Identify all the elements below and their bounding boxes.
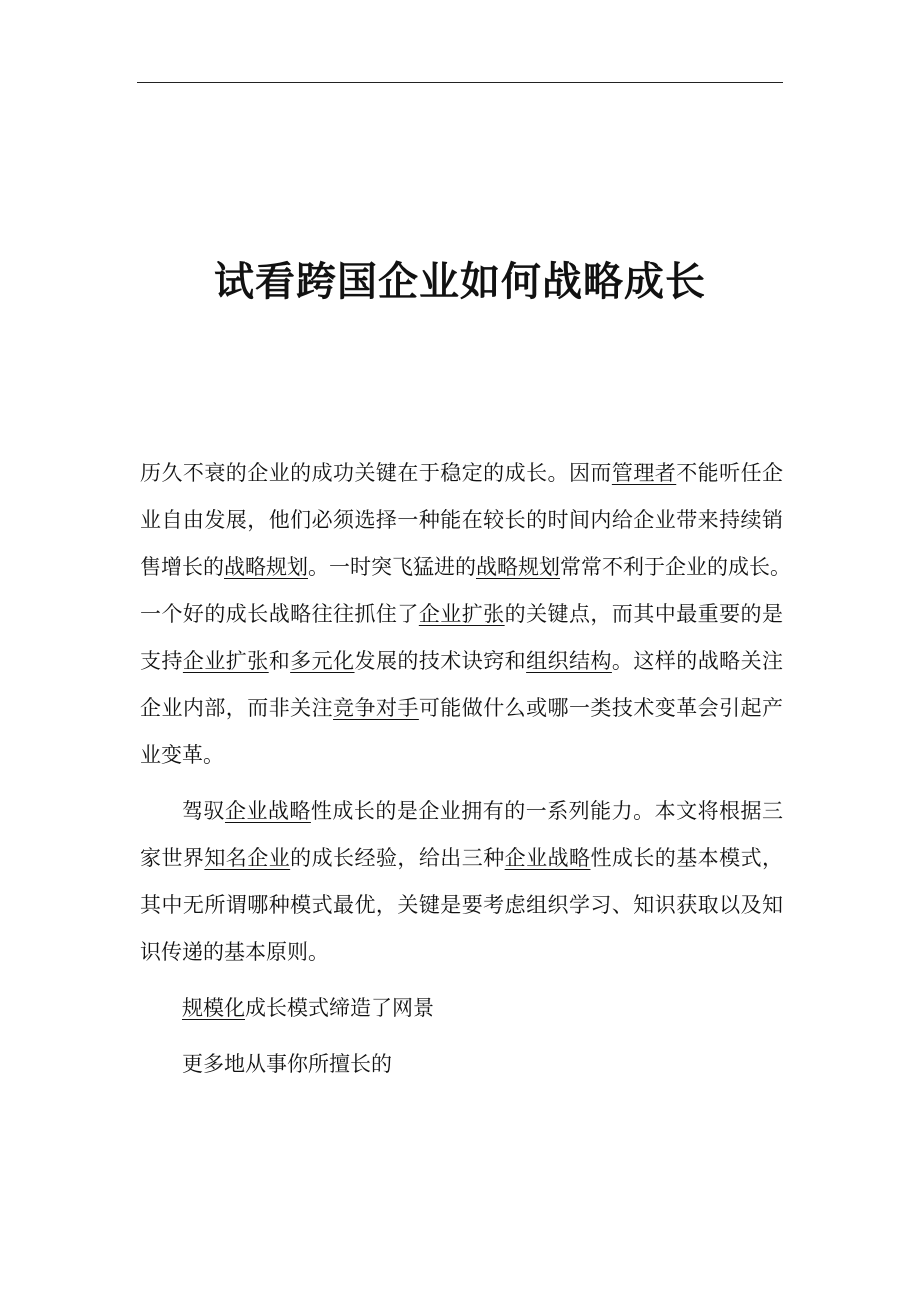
text-line — [140, 788, 783, 835]
keyword-link[interactable]: 企业战略 — [504, 846, 591, 870]
text-segment: 常常不利于企业的成长。 — [560, 555, 791, 579]
keyword-link[interactable]: 战略规划 — [476, 555, 560, 579]
text-line — [140, 497, 783, 544]
document-body — [140, 450, 791, 1088]
text-line — [140, 685, 783, 732]
text-segment: 发展的技术诀窍和 — [354, 649, 527, 673]
text-segment: 。一时突飞猛进的 — [308, 555, 476, 579]
text-segment: 和 — [268, 649, 291, 673]
keyword-link[interactable]: 战略规划 — [224, 555, 308, 579]
text-segment: 售增长的 — [140, 555, 224, 579]
text-segment: 企业内部，而非关注 — [140, 696, 334, 720]
keyword-link[interactable]: 企业扩张 — [418, 602, 505, 626]
keyword-link[interactable]: 规模化 — [182, 996, 245, 1020]
text-line — [140, 591, 783, 638]
text-segment: 其中无所谓哪种模式最优，关键是要考虑组织学习、知识获取以及知 — [140, 893, 783, 917]
paragraph — [140, 788, 783, 976]
text-segment: 业自由发展，他们必须选择一种能在较长的时间内给企业带来持续销 — [140, 508, 783, 532]
text-line — [140, 450, 783, 497]
document-title: 试看跨国企业如何战略成长 — [214, 258, 706, 305]
text-segment: 驾驭 — [182, 799, 225, 823]
text-line — [140, 732, 783, 779]
text-line — [140, 985, 783, 1032]
text-line — [140, 638, 783, 685]
text-segment: 的成长经验，给出三种 — [290, 846, 505, 870]
text-segment: 一个好的成长战略往往抓住了 — [140, 602, 419, 626]
keyword-link[interactable]: 组织结构 — [526, 649, 612, 673]
keyword-link[interactable]: 多元化 — [290, 649, 355, 673]
paragraph — [140, 985, 783, 1032]
keyword-link[interactable]: 企业战略 — [224, 799, 311, 823]
text-segment: 。这样的战略关注 — [611, 649, 784, 673]
text-segment: 支持 — [140, 649, 183, 673]
text-segment: 业变革。 — [140, 743, 224, 767]
text-segment: 历久不衰的企业的成功关键在于稳定的成长。因而 — [140, 461, 612, 485]
text-line — [140, 882, 783, 929]
text-segment: 家世界 — [140, 846, 205, 870]
text-line — [140, 544, 791, 591]
text-segment: 可能做什么或哪一类技术变革会引起产 — [418, 696, 784, 720]
paragraph — [140, 450, 791, 779]
keyword-link[interactable]: 竞争对手 — [333, 696, 419, 720]
text-segment: 成长模式缔造了网景 — [245, 996, 434, 1020]
text-segment: 的关键点，而其中最重要的是 — [504, 602, 784, 626]
keyword-link[interactable]: 知名企业 — [204, 846, 291, 870]
header-rule — [137, 82, 783, 83]
paragraph — [140, 1041, 783, 1088]
text-line — [140, 1041, 783, 1088]
text-segment: 识传递的基本原则。 — [140, 940, 329, 964]
text-segment: 性成长的基本模式， — [590, 846, 784, 870]
text-line — [140, 835, 783, 882]
text-line — [140, 929, 783, 976]
keyword-link[interactable]: 管理者 — [611, 461, 677, 485]
text-segment: 更多地从事你所擅长的 — [182, 1052, 392, 1076]
text-segment: 性成长的是企业拥有的一系列能力。本文将根据三 — [310, 799, 784, 823]
keyword-link[interactable]: 企业扩张 — [182, 649, 269, 673]
text-segment: 不能听任企 — [676, 461, 784, 485]
